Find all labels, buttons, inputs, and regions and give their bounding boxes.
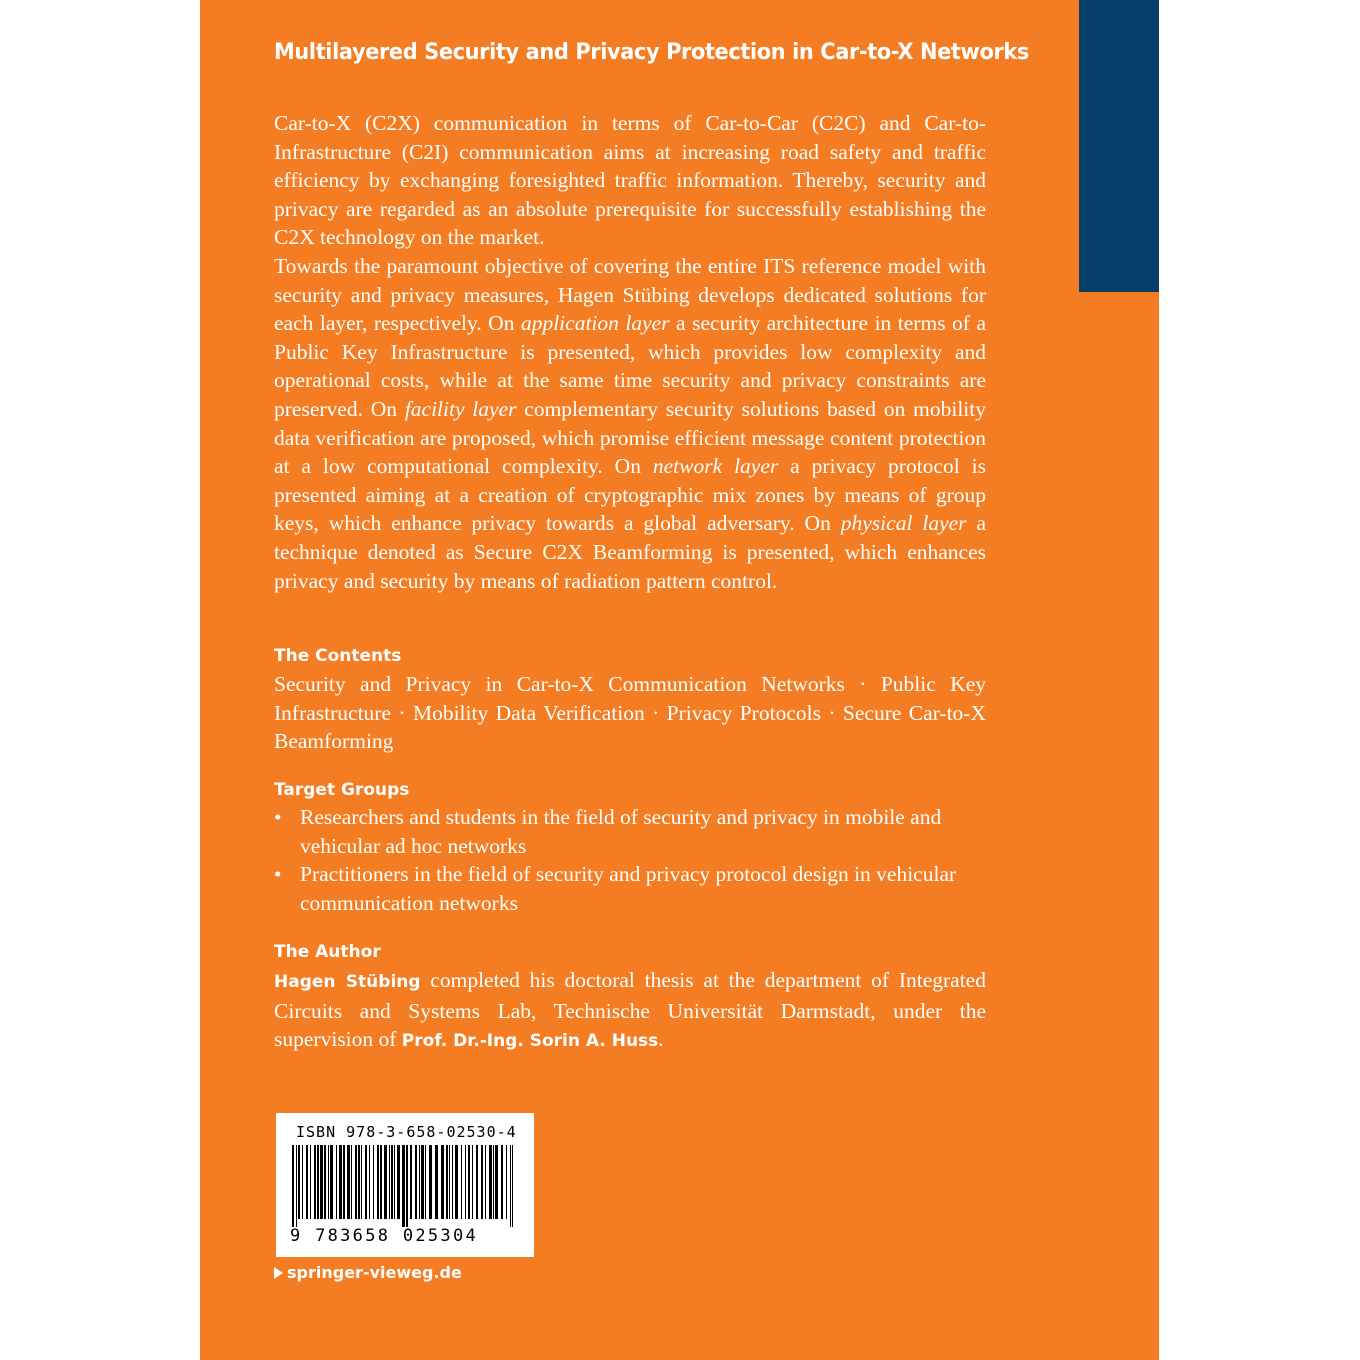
list-item: [274, 860, 974, 917]
target-group-text: Practitioners in the field of security and privacy protocol design in vehicular communication networks: [300, 862, 957, 915]
author-bio-text: completed his doctoral thesis at the department of Integrated Circuits and Systems Lab, Technische Universität Darmstadt, under the supervision of: [274, 968, 986, 1052]
barcode-bar: [449, 1145, 450, 1219]
target-groups-list: [274, 803, 974, 917]
contents-heading: The Contents: [274, 646, 402, 666]
author-bio-end: .: [658, 1027, 664, 1052]
barcode-bar: [355, 1145, 357, 1219]
barcode-bar: [476, 1145, 478, 1219]
supervisor-name: Prof. Dr.-Ing. Sorin A. Huss: [401, 1031, 659, 1052]
barcode-bar: [452, 1145, 453, 1219]
barcode-bar: [512, 1145, 513, 1227]
barcode-bar: [402, 1145, 405, 1227]
facility-layer-term: facility layer: [404, 396, 517, 421]
barcode-bar: [369, 1145, 370, 1219]
intro-paragraph: Car-to-X (C2X) communication in terms of Car-to-Car (C2C) and Car-to- Infrastructure (C2I) communication aims at increasing road safety and traffic efficiency by exchanging foresighted traffic information. Thereby, security and privacy are regarded as an absolute prerequisite for successfully establishing the C2X technology on the market.: [274, 111, 986, 250]
barcode-bar: [389, 1145, 390, 1219]
barcode-bar: [421, 1145, 424, 1219]
barcode-bar: [410, 1145, 412, 1219]
book-back-cover: [200, 0, 1159, 1360]
barcode-digits: 9 783658 025304: [290, 1226, 479, 1246]
barcode-bar: [320, 1145, 323, 1219]
barcode-bar: [489, 1145, 492, 1219]
arrow-right-icon: [274, 1267, 283, 1279]
barcode-bar: [415, 1145, 417, 1219]
barcode-bar: [365, 1145, 367, 1219]
network-layer-term: network layer: [652, 454, 779, 479]
barcode-bar: [481, 1145, 483, 1219]
barcode-bar: [298, 1145, 300, 1219]
author-heading: The Author: [274, 942, 381, 962]
barcode-bar: [347, 1145, 350, 1219]
barcode-bar: [302, 1145, 303, 1219]
barcode-bar: [361, 1145, 362, 1219]
barcode-bar: [296, 1145, 297, 1227]
book-title: Multilayered Security and Privacy Protection in Car-to-X Networks: [274, 40, 1029, 65]
barcode-bar: [493, 1145, 494, 1219]
barcode-bar: [425, 1145, 426, 1219]
application-layer-term: application layer: [520, 311, 670, 336]
bullet-icon: •: [274, 862, 282, 887]
barcode-bar: [501, 1145, 503, 1219]
author-name: Hagen Stübing: [274, 972, 421, 992]
barcode-bar: [380, 1145, 382, 1219]
layers-text-4: a privacy protocol is presented aiming at a creation of cryptographic mix zones by means of group keys, which enhance privacy towards a global adversary. On: [274, 454, 986, 536]
isbn-label: ISBN 978-3-658-02530-4: [296, 1123, 517, 1141]
barcode-bar: [397, 1145, 400, 1219]
target-groups-heading: Target Groups: [274, 780, 410, 800]
barcode-bar: [419, 1145, 420, 1219]
barcode-bar: [336, 1145, 337, 1219]
barcode-bar: [310, 1145, 311, 1219]
barcode-bars-icon: [288, 1145, 522, 1227]
barcode-bar: [377, 1145, 379, 1219]
barcode-bar: [306, 1145, 308, 1219]
barcode-bar: [472, 1145, 473, 1219]
barcode-bar: [510, 1145, 511, 1227]
layers-text-5: a technique denoted as Secure C2X Beamforming is presented, which enhances privacy and security by means of radiation pattern control.: [274, 511, 987, 593]
barcode-bar: [455, 1145, 458, 1219]
barcode-bar: [328, 1145, 329, 1219]
layers-text-1: Towards the paramount objective of covering the entire ITS reference model with security and privacy measures, Hagen Stübing develops dedicated solutions for each layer, respectively. On: [274, 253, 986, 336]
publisher-website[interactable]: [274, 1263, 462, 1282]
barcode-bar: [468, 1145, 470, 1219]
barcode-bar: [317, 1145, 319, 1219]
contents-list: Security and Privacy in Car-to-X Communication Networks · Public Key Infrastructure · Mobility Data Verification · Privacy Protocols · Secure Car-to-X Beamforming: [274, 672, 986, 754]
barcode-bar: [485, 1145, 486, 1219]
isbn-barcode: [276, 1113, 534, 1257]
barcode-bar: [358, 1145, 360, 1219]
barcode-bar: [324, 1145, 326, 1219]
physical-layer-term: physical layer: [840, 511, 967, 536]
target-group-text: Researchers and students in the field of security and privacy in mobile and vehicular ad hoc networks: [300, 805, 942, 858]
layers-text-3: complementary security solutions based on mobility data verification are proposed, which promise efficient message content protection at a low computational complexity. On: [274, 396, 986, 479]
barcode-bar: [314, 1145, 316, 1219]
barcode-bar: [373, 1145, 374, 1219]
barcode-bar: [461, 1145, 462, 1219]
layers-paragraph: [274, 252, 986, 595]
barcode-bar: [429, 1145, 432, 1219]
layers-text-2: a security architecture in terms of a Public Key Infrastructure is presented, which provides low complexity and operational costs, while at the same time security and privacy constraints are preserved. On: [274, 311, 986, 421]
barcode-bar: [391, 1145, 393, 1219]
blue-tab-stripe: [1079, 0, 1159, 292]
barcode-bar: [406, 1145, 408, 1227]
barcode-bar: [441, 1145, 444, 1219]
barcode-bar: [343, 1145, 345, 1219]
author-bio: [274, 966, 986, 1056]
website-label: springer-vieweg.de: [287, 1263, 462, 1282]
barcode-bar: [394, 1145, 395, 1219]
barcode-bar: [384, 1145, 387, 1219]
barcode-bar: [495, 1145, 498, 1219]
barcode-bar: [339, 1145, 342, 1219]
barcode-bar: [506, 1145, 507, 1219]
description: [274, 109, 986, 595]
barcode-bar: [330, 1145, 333, 1219]
barcode-bar: [465, 1145, 466, 1219]
barcode-bar: [435, 1145, 438, 1219]
list-item: [274, 803, 974, 860]
barcode-bar: [446, 1145, 448, 1219]
barcode-bar: [351, 1145, 352, 1219]
bullet-icon: •: [274, 805, 282, 829]
barcode-bar: [292, 1145, 294, 1227]
